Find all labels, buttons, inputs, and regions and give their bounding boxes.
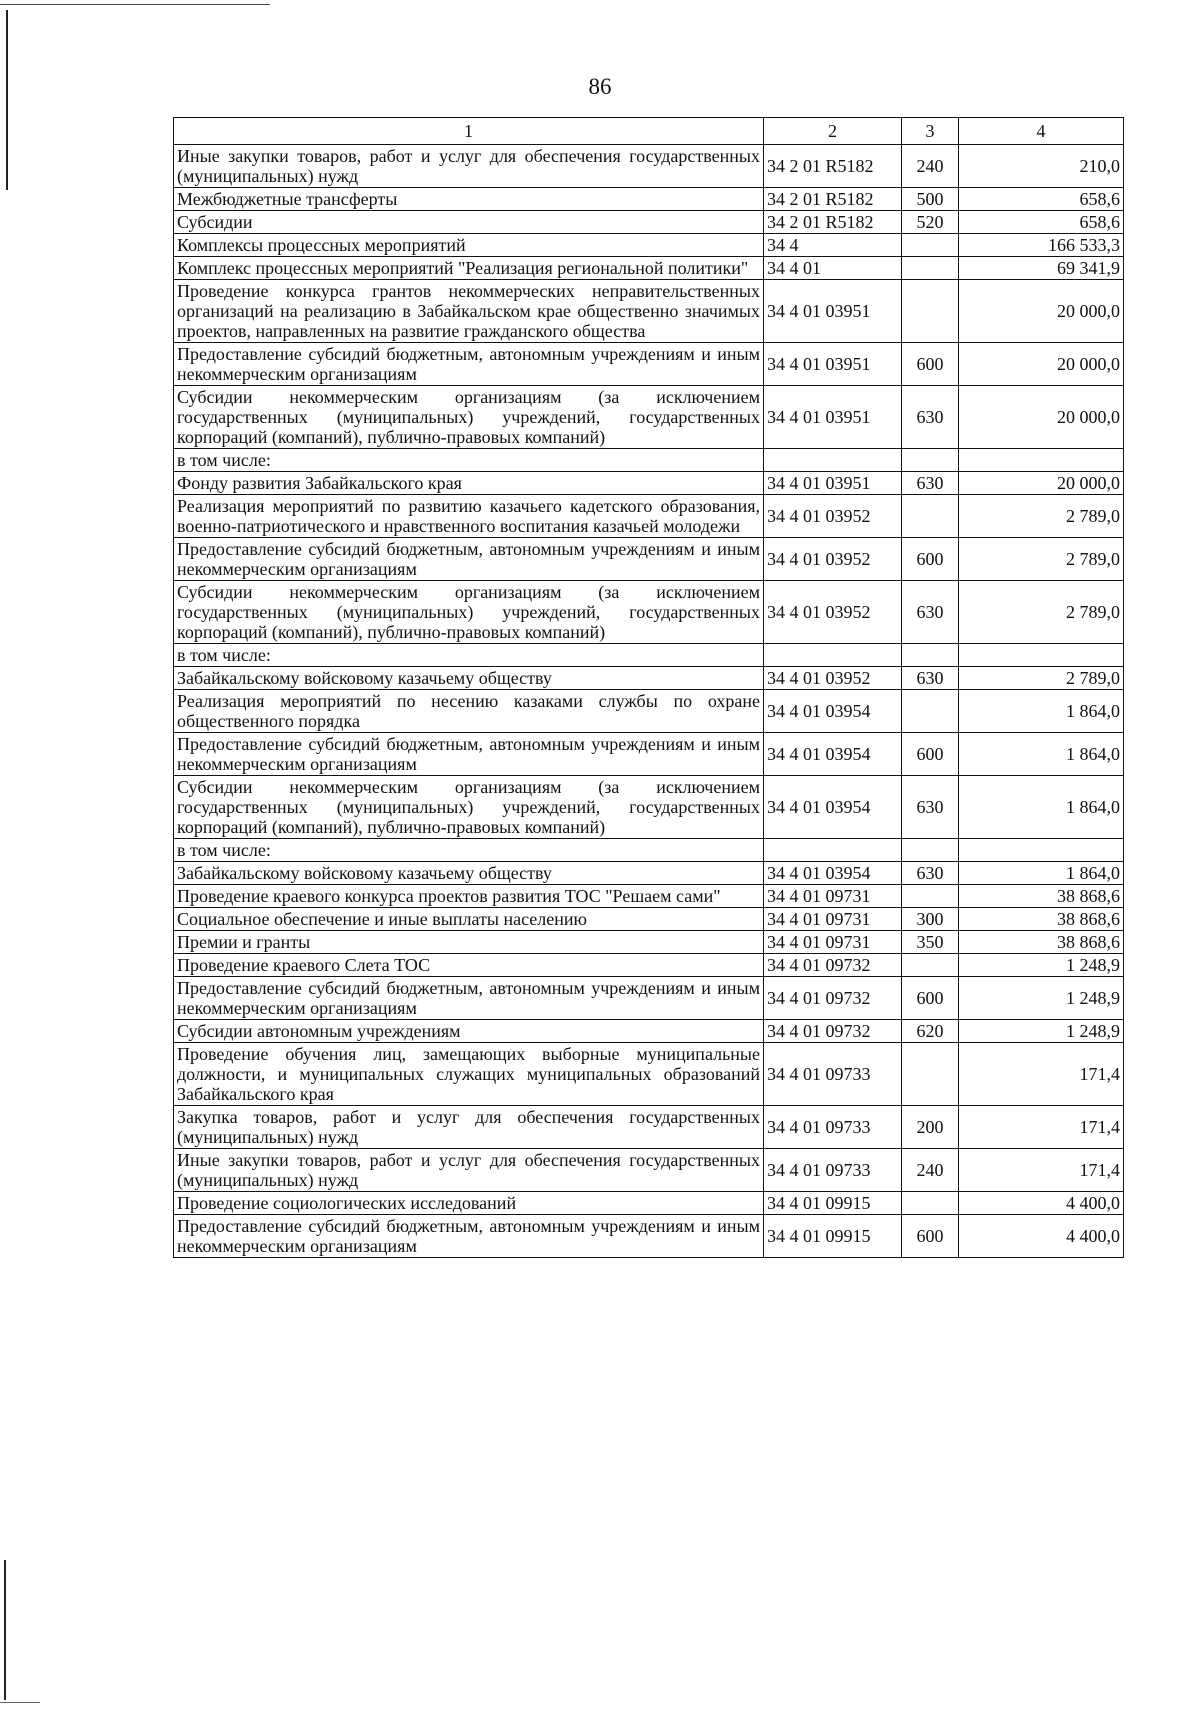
row-expense-type bbox=[902, 954, 959, 977]
row-expense-type bbox=[902, 495, 959, 538]
table-row bbox=[174, 280, 1124, 343]
row-code: 34 4 01 03954 bbox=[764, 733, 902, 776]
row-amount: 1 248,9 bbox=[959, 1020, 1124, 1043]
row-amount: 166 533,3 bbox=[959, 234, 1124, 257]
row-name: Комплекс процессных мероприятий "Реализация региональной политики" bbox=[174, 257, 764, 280]
table-row bbox=[174, 733, 1124, 776]
row-amount: 658,6 bbox=[959, 211, 1124, 234]
row-expense-type: 620 bbox=[902, 1020, 959, 1043]
row-expense-type bbox=[902, 839, 959, 862]
row-code: 34 4 01 03951 bbox=[764, 386, 902, 449]
row-code: 34 4 01 09733 bbox=[764, 1149, 902, 1192]
row-name: Проведение конкурса грантов некоммерческих неправительственных организаций на реализацию в Забайкальском крае общественно значимых проектов, направленных на развитие гражданского общества bbox=[174, 280, 764, 343]
row-amount: 20 000,0 bbox=[959, 472, 1124, 495]
row-expense-type bbox=[902, 280, 959, 343]
table-row bbox=[174, 862, 1124, 885]
row-code: 34 4 01 bbox=[764, 257, 902, 280]
row-name: Проведение обучения лиц, замещающих выборные муниципальные должности, и муниципальных служащих муниципальных образований Забайкальского края bbox=[174, 1043, 764, 1106]
row-amount bbox=[959, 449, 1124, 472]
table-row bbox=[174, 977, 1124, 1020]
table-row bbox=[174, 1020, 1124, 1043]
row-code: 34 2 01 R5182 bbox=[764, 188, 902, 211]
table-header bbox=[174, 118, 1124, 145]
table-row bbox=[174, 931, 1124, 954]
row-code: 34 4 01 09732 bbox=[764, 977, 902, 1020]
row-amount: 38 868,6 bbox=[959, 885, 1124, 908]
row-code: 34 4 01 09915 bbox=[764, 1215, 902, 1258]
table-row bbox=[174, 885, 1124, 908]
table-row bbox=[174, 667, 1124, 690]
row-name: Закупка товаров, работ и услуг для обеспечения государственных (муниципальных) нужд bbox=[174, 1106, 764, 1149]
row-name: Премии и гранты bbox=[174, 931, 764, 954]
row-name: Субсидии bbox=[174, 211, 764, 234]
row-name: Забайкальскому войсковому казачьему обществу bbox=[174, 862, 764, 885]
row-expense-type: 600 bbox=[902, 538, 959, 581]
row-code: 34 4 01 09731 bbox=[764, 931, 902, 954]
table-body bbox=[174, 145, 1124, 1258]
table-row bbox=[174, 145, 1124, 188]
table-row bbox=[174, 644, 1124, 667]
row-expense-type bbox=[902, 885, 959, 908]
row-expense-type bbox=[902, 1043, 959, 1106]
row-expense-type bbox=[902, 449, 959, 472]
row-code: 34 4 01 03954 bbox=[764, 862, 902, 885]
row-name: Комплексы процессных мероприятий bbox=[174, 234, 764, 257]
row-code: 34 4 01 03954 bbox=[764, 776, 902, 839]
row-name: Межбюджетные трансферты bbox=[174, 188, 764, 211]
row-code: 34 4 01 09731 bbox=[764, 908, 902, 931]
table-row bbox=[174, 257, 1124, 280]
row-amount: 1 864,0 bbox=[959, 690, 1124, 733]
row-name: Проведение краевого конкурса проектов развития ТОС "Решаем сами" bbox=[174, 885, 764, 908]
row-expense-type: 630 bbox=[902, 581, 959, 644]
table-row bbox=[174, 1043, 1124, 1106]
row-expense-type: 630 bbox=[902, 386, 959, 449]
row-amount: 171,4 bbox=[959, 1106, 1124, 1149]
row-amount: 2 789,0 bbox=[959, 538, 1124, 581]
row-expense-type: 350 bbox=[902, 931, 959, 954]
table-row bbox=[174, 1106, 1124, 1149]
table-row bbox=[174, 839, 1124, 862]
row-amount bbox=[959, 644, 1124, 667]
row-amount: 38 868,6 bbox=[959, 908, 1124, 931]
row-name: Забайкальскому войсковому казачьему обществу bbox=[174, 667, 764, 690]
row-expense-type: 600 bbox=[902, 343, 959, 386]
table-row bbox=[174, 1192, 1124, 1215]
row-amount: 4 400,0 bbox=[959, 1192, 1124, 1215]
row-expense-type: 630 bbox=[902, 776, 959, 839]
row-expense-type bbox=[902, 1192, 959, 1215]
row-expense-type: 240 bbox=[902, 1149, 959, 1192]
row-name: Субсидии автономным учреждениям bbox=[174, 1020, 764, 1043]
row-code: 34 4 01 03954 bbox=[764, 690, 902, 733]
row-code: 34 4 01 03951 bbox=[764, 280, 902, 343]
row-amount: 1 864,0 bbox=[959, 862, 1124, 885]
row-name: Предоставление субсидий бюджетным, автономным учреждениям и иным некоммерческим организациям bbox=[174, 977, 764, 1020]
row-name: Социальное обеспечение и иные выплаты населению bbox=[174, 908, 764, 931]
row-code: 34 4 01 09915 bbox=[764, 1192, 902, 1215]
header-col-3: 3 bbox=[902, 118, 959, 145]
row-amount: 2 789,0 bbox=[959, 581, 1124, 644]
row-code bbox=[764, 644, 902, 667]
header-row bbox=[174, 118, 1124, 145]
row-code: 34 2 01 R5182 bbox=[764, 145, 902, 188]
row-expense-type: 300 bbox=[902, 908, 959, 931]
row-name: Иные закупки товаров, работ и услуг для обеспечения государственных (муниципальных) нужд bbox=[174, 1149, 764, 1192]
row-code: 34 4 01 09731 bbox=[764, 885, 902, 908]
row-amount bbox=[959, 839, 1124, 862]
row-amount: 1 248,9 bbox=[959, 954, 1124, 977]
row-name: Фонду развития Забайкальского края bbox=[174, 472, 764, 495]
table-row bbox=[174, 234, 1124, 257]
row-expense-type: 600 bbox=[902, 733, 959, 776]
row-expense-type: 630 bbox=[902, 862, 959, 885]
row-name: Субсидии некоммерческим организациям (за исключением государственных (муниципальных) учреждений, государственных корпораций (компаний), публично-правовых компаний) bbox=[174, 581, 764, 644]
row-expense-type bbox=[902, 690, 959, 733]
scan-edge-top bbox=[0, 4, 270, 5]
row-name: Проведение социологических исследований bbox=[174, 1192, 764, 1215]
header-col-1: 1 bbox=[174, 118, 764, 145]
row-expense-type: 600 bbox=[902, 1215, 959, 1258]
row-name: Субсидии некоммерческим организациям (за исключением государственных (муниципальных) учреждений, государственных корпораций (компаний), публично-правовых компаний) bbox=[174, 386, 764, 449]
row-amount: 2 789,0 bbox=[959, 667, 1124, 690]
row-amount: 2 789,0 bbox=[959, 495, 1124, 538]
row-name: в том числе: bbox=[174, 644, 764, 667]
row-expense-type: 630 bbox=[902, 472, 959, 495]
table-row bbox=[174, 472, 1124, 495]
row-name: Субсидии некоммерческим организациям (за исключением государственных (муниципальных) учреждений, государственных корпораций (компаний), публично-правовых компаний) bbox=[174, 776, 764, 839]
row-amount: 210,0 bbox=[959, 145, 1124, 188]
row-code: 34 4 01 03952 bbox=[764, 581, 902, 644]
row-amount: 1 864,0 bbox=[959, 733, 1124, 776]
row-expense-type bbox=[902, 257, 959, 280]
row-expense-type: 500 bbox=[902, 188, 959, 211]
row-code: 34 4 01 09733 bbox=[764, 1106, 902, 1149]
row-code: 34 4 bbox=[764, 234, 902, 257]
row-expense-type: 240 bbox=[902, 145, 959, 188]
row-expense-type: 200 bbox=[902, 1106, 959, 1149]
row-amount: 171,4 bbox=[959, 1043, 1124, 1106]
row-code: 34 4 01 09733 bbox=[764, 1043, 902, 1106]
scan-edge-left bbox=[6, 10, 8, 190]
row-name: Реализация мероприятий по развитию казачьего кадетского образования, военно-патриотического и нравственного воспитания казачьей молодежи bbox=[174, 495, 764, 538]
row-expense-type: 630 bbox=[902, 667, 959, 690]
row-expense-type: 520 bbox=[902, 211, 959, 234]
row-expense-type bbox=[902, 644, 959, 667]
row-amount: 1 248,9 bbox=[959, 977, 1124, 1020]
row-code: 34 4 01 03952 bbox=[764, 538, 902, 581]
row-amount: 171,4 bbox=[959, 1149, 1124, 1192]
row-code: 34 4 01 09732 bbox=[764, 954, 902, 977]
row-amount: 4 400,0 bbox=[959, 1215, 1124, 1258]
row-name: Предоставление субсидий бюджетным, автономным учреждениям и иным некоммерческим организациям bbox=[174, 733, 764, 776]
header-col-4: 4 bbox=[959, 118, 1124, 145]
row-code: 34 4 01 03951 bbox=[764, 472, 902, 495]
table-row bbox=[174, 954, 1124, 977]
table-row bbox=[174, 690, 1124, 733]
row-amount: 1 864,0 bbox=[959, 776, 1124, 839]
row-name: в том числе: bbox=[174, 449, 764, 472]
row-amount: 658,6 bbox=[959, 188, 1124, 211]
table-row bbox=[174, 495, 1124, 538]
row-code: 34 4 01 09732 bbox=[764, 1020, 902, 1043]
row-amount: 20 000,0 bbox=[959, 386, 1124, 449]
table-row bbox=[174, 386, 1124, 449]
row-code bbox=[764, 449, 902, 472]
row-amount: 20 000,0 bbox=[959, 343, 1124, 386]
row-name: в том числе: bbox=[174, 839, 764, 862]
row-code: 34 4 01 03952 bbox=[764, 667, 902, 690]
row-code bbox=[764, 839, 902, 862]
row-code: 34 4 01 03952 bbox=[764, 495, 902, 538]
table-row bbox=[174, 1149, 1124, 1192]
row-code: 34 2 01 R5182 bbox=[764, 211, 902, 234]
table-row bbox=[174, 581, 1124, 644]
row-name: Предоставление субсидий бюджетным, автономным учреждениям и иным некоммерческим организациям bbox=[174, 1215, 764, 1258]
page-number: 86 bbox=[588, 74, 612, 99]
table-row bbox=[174, 211, 1124, 234]
row-amount: 20 000,0 bbox=[959, 280, 1124, 343]
row-name: Реализация мероприятий по несению казаками службы по охране общественного порядка bbox=[174, 690, 764, 733]
table-row bbox=[174, 188, 1124, 211]
header-col-2: 2 bbox=[764, 118, 902, 145]
row-amount: 38 868,6 bbox=[959, 931, 1124, 954]
row-name: Иные закупки товаров, работ и услуг для обеспечения государственных (муниципальных) нужд bbox=[174, 145, 764, 188]
table-row bbox=[174, 1215, 1124, 1258]
scan-edge-left-lower bbox=[4, 1560, 6, 1700]
table-row bbox=[174, 776, 1124, 839]
scan-edge-bottom bbox=[0, 1702, 40, 1703]
row-code: 34 4 01 03951 bbox=[764, 343, 902, 386]
row-amount: 69 341,9 bbox=[959, 257, 1124, 280]
table-row bbox=[174, 343, 1124, 386]
budget-table bbox=[173, 117, 1124, 1258]
table-row bbox=[174, 449, 1124, 472]
row-name: Предоставление субсидий бюджетным, автономным учреждениям и иным некоммерческим организациям bbox=[174, 343, 764, 386]
row-expense-type: 600 bbox=[902, 977, 959, 1020]
row-expense-type bbox=[902, 234, 959, 257]
table-row bbox=[174, 538, 1124, 581]
row-name: Предоставление субсидий бюджетным, автономным учреждениям и иным некоммерческим организациям bbox=[174, 538, 764, 581]
table-row bbox=[174, 908, 1124, 931]
row-name: Проведение краевого Слета ТОС bbox=[174, 954, 764, 977]
